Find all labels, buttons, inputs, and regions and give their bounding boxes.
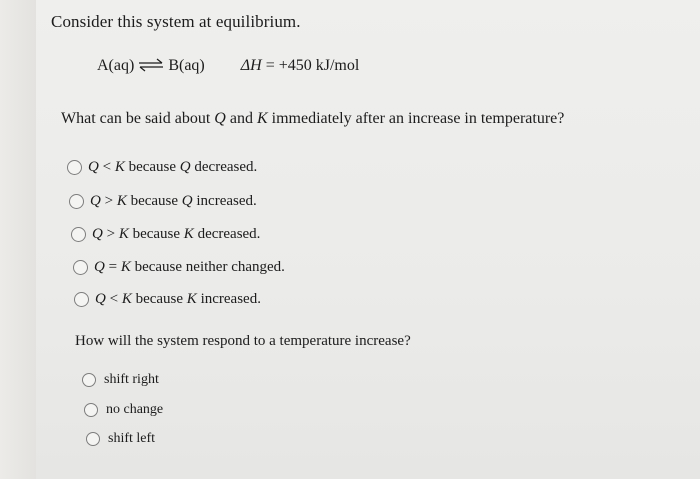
radio-button[interactable] xyxy=(69,194,84,209)
product: B(aq) xyxy=(168,57,205,74)
enthalpy-symbol: ΔH xyxy=(240,57,262,74)
option-label: Q < K because K increased. xyxy=(95,291,261,307)
option-shift-left[interactable] xyxy=(86,431,155,447)
enthalpy-value: = +450 kJ/mol xyxy=(261,57,360,74)
option-q-less-k-q-decreased[interactable] xyxy=(67,159,257,176)
radio-button[interactable] xyxy=(82,373,96,387)
option-q-greater-k-q-increased[interactable] xyxy=(69,193,257,210)
option-shift-right[interactable] xyxy=(82,372,159,388)
radio-button[interactable] xyxy=(71,227,86,242)
option-q-less-k-k-increased[interactable] xyxy=(74,291,261,308)
equilibrium-arrows-icon xyxy=(138,58,164,72)
question-title: Consider this system at equilibrium. xyxy=(51,12,301,31)
radio-button[interactable] xyxy=(84,403,98,417)
left-margin-strip xyxy=(0,0,36,479)
option-q-greater-k-k-decreased[interactable] xyxy=(71,226,260,243)
option-label: Q > K because Q increased. xyxy=(90,193,257,209)
option-label: shift right xyxy=(104,372,159,387)
option-label: shift left xyxy=(108,431,156,446)
reaction-equation xyxy=(97,57,359,75)
option-label: Q = K because neither changed. xyxy=(94,259,285,275)
enthalpy-change xyxy=(241,57,360,75)
radio-button[interactable] xyxy=(73,260,88,275)
radio-button[interactable] xyxy=(74,292,89,307)
radio-button[interactable] xyxy=(86,432,100,446)
question-2-text: How will the system respond to a temperature increase? xyxy=(75,333,411,349)
reactant: A(aq) xyxy=(97,57,135,74)
option-label: Q < K because Q decreased. xyxy=(88,159,258,175)
option-label: no change xyxy=(106,402,164,417)
option-q-equal-k-neither-changed[interactable] xyxy=(73,259,285,276)
question-1-text: What can be said about Q and K immediately after an increase in temperature? xyxy=(61,110,565,127)
option-label: Q > K because K decreased. xyxy=(92,226,261,242)
option-no-change[interactable] xyxy=(84,402,163,418)
radio-button[interactable] xyxy=(67,160,82,175)
